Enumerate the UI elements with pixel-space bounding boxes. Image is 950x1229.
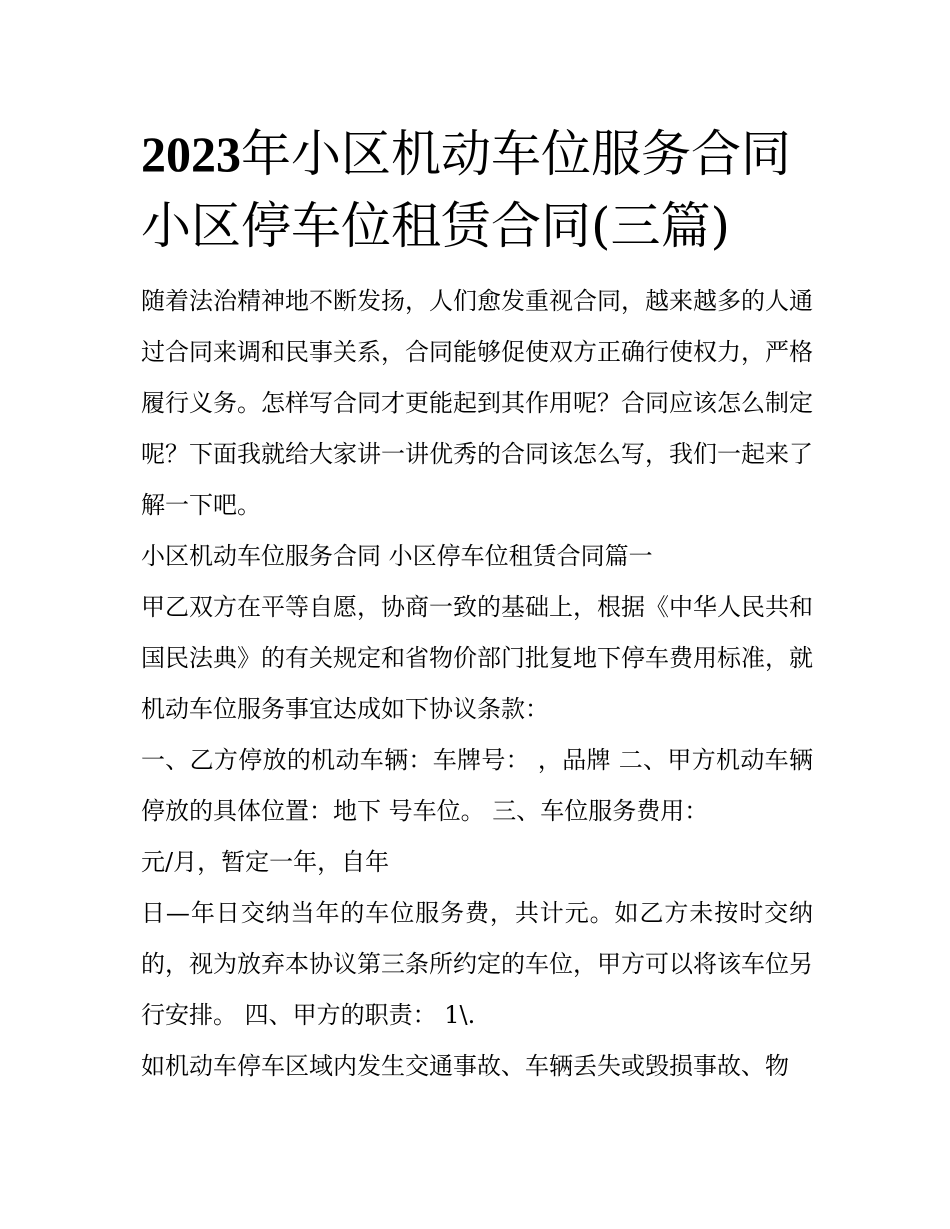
document-content	[141, 118, 813, 1092]
paragraph: 日—年日交纳当年的车位服务费，共计元。如乙方未按时交纳的，视为放弃本协议第三条所约定的车位，甲方可以将该车位另行安排。 四、甲方的职责： 1\.	[141, 899, 813, 1029]
paragraph: 如机动车停车区域内发生交通事故、车辆丢失或毁损事故、物	[141, 1052, 789, 1080]
paragraph: 甲乙双方在平等自愿，协商一致的基础上，根据《中华人民共和国民法典》的有关规定和省物价部门批复地下停车费用标准，就机动车位服务事宜达成如下协议条款：	[141, 593, 813, 723]
title-line-2: 小区停车位租赁合同(三篇)	[141, 197, 731, 255]
section-heading: 小区机动车位服务合同 小区停车位租赁合同篇一	[141, 542, 653, 570]
title-year: 2023	[141, 126, 241, 182]
document-body	[141, 276, 813, 1092]
title-line-1-text: 年小区机动车位服务合同	[241, 125, 791, 183]
title-line-1	[141, 118, 813, 190]
document-title	[141, 118, 813, 262]
paragraph: 元/月，暂定一年，自年	[141, 848, 390, 876]
paragraph-intro: 随着法治精神地不断发扬，人们愈发重视合同，越来越多的人通过合同来调和民事关系，合同能够促使双方正确行使权力，严格履行义务。怎样写合同才更能起到其作用呢？合同应该怎么制定呢？下面我就给大家讲一讲优秀的合同该怎么写，我们一起来了解一下吧。	[141, 287, 813, 519]
paragraph: 一、乙方停放的机动车辆：车牌号： ，品牌 二、甲方机动车辆停放的具体位置：地下 号车位。 三、车位服务费用：	[141, 746, 813, 825]
